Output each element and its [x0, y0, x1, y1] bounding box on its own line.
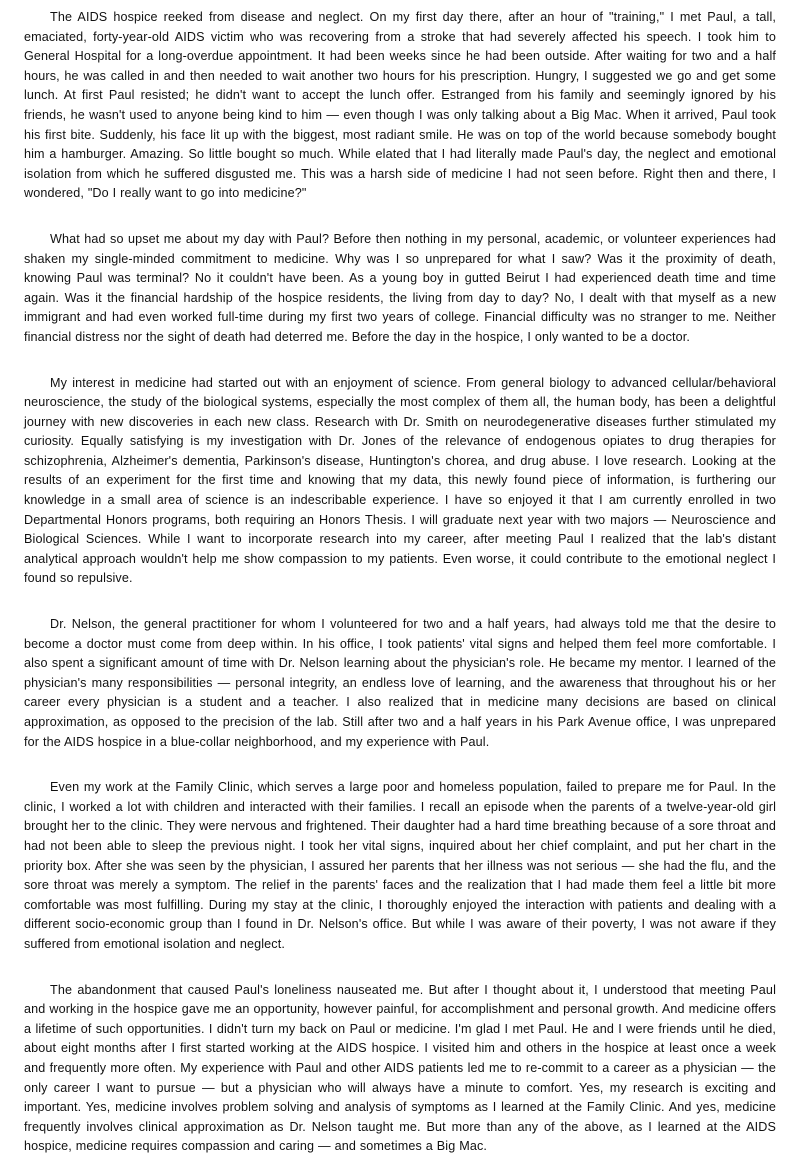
essay-body — [24, 8, 776, 1157]
paragraph-5: Even my work at the Family Clinic, which serves a large poor and homeless population, failed to prepare me for Paul. In the clinic, I worked a lot with children and interacted with their families. I recall an episode when the parents of a twelve-year-old girl brought her to the clinic. They were nervous and frightened. Their daughter had a hard time breathing because of a sore throat and had not been able to sleep the previous night. I took her vital signs, inquired about her chief complaint, and put her chart in the priority box. After she was seen by the physician, I assured her parents that her illness was not serious — she had the flu, and the sore throat was merely a symptom. The relief in the parents' faces and the realization that I had made them feel a little bit more comfortable was most fulfilling. During my stay at the clinic, I thoroughly enjoyed the interaction with patients and dealing with a different socio-economic group than I found in Dr. Nelson's office. But while I was aware of their poverty, I was not aware if they suffered from emotional isolation and neglect. — [24, 780, 776, 951]
paragraph-1: The AIDS hospice reeked from disease and neglect. On my first day there, after an hour of "training," I met Paul, a tall, emaciated, forty-year-old AIDS victim who was recovering from a stroke that had severely affected his speech. I took him to General Hospital for a long-overdue appointment. It had been weeks since he had been outside. After waiting for two and a half hours, he was called in and then needed to wait another two hours for his prescription. Hungry, I suggested we go and get some lunch. At first Paul resisted; he didn't want to accept the lunch offer. Estranged from his family and seemingly ignored by his friends, he wasn't used to anyone being kind to him — even though I was only talking about a Big Mac. When it arrived, Paul took his first bite. Suddenly, his face lit up with the biggest, most radiant smile. He was on top of the world because somebody bought him a hamburger. Amazing. So little bought so much. While elated that I had literally made Paul's day, the neglect and emotional isolation from which he suffered disgusted me. This was a harsh side of medicine I had not seen before. Right then and there, I wondered, "Do I really want to go into medicine?" — [24, 10, 776, 201]
paragraph-3: My interest in medicine had started out with an enjoyment of science. From general biology to advanced cellular/behavioral neuroscience, the study of the biological systems, especially the most complex of them all, the human body, has been a delightful journey with new discoveries in each new class. Research with Dr. Smith on neurodegenerative diseases further stimulated my curiosity. Equally satisfying is my investigation with Dr. Jones of the relevance of endogenous opiates to drug therapies for schizophrenia, Alzheimer's dementia, Parkinson's disease, Huntington's chorea, and drug abuse. I love research. Looking at the results of an experiment for the first time and knowing that my data, this newly found piece of information, is furthering our knowledge in a small area of science is an indescribable experience. I have so enjoyed it that I am currently enrolled in two Departmental Honors programs, both requiring an Honors Thesis. I will graduate next year with two majors — Neuroscience and Biological Sciences. While I want to incorporate research into my career, after meeting Paul I realized that the lab's distant analytical approach wouldn't help me show compassion to my patients. Even worse, it could contribute to the emotional neglect I found so repulsive. — [24, 375, 776, 586]
paragraph-6: The abandonment that caused Paul's loneliness nauseated me. But after I thought about it, I understood that meeting Paul and working in the hospice gave me an opportunity, however painful, for accomplishment and personal growth. And medicine offers a lifetime of such opportunities. I didn't turn my back on Paul or medicine. I'm glad I met Paul. He and I were friends until he died, about eight months after I first started working at the AIDS hospice. I visited him and others in the hospice at least once a week and frequently more often. My experience with Paul and other AIDS patients led me to re-commit to a career as a physician — the only career I want to pursue — but a physician who will always have a minute to comfort. Yes, my research is exciting and important. Yes, medicine involves problem solving and analysis of symptoms as I learned at the Family Clinic. And yes, medicine frequently involves clinical approximation as Dr. Nelson taught me. But more than any of the above, as I learned at the AIDS hospice, medicine requires compassion and caring — and sometimes a Big Mac. — [24, 982, 776, 1154]
paragraph-4: Dr. Nelson, the general practitioner for whom I volunteered for two and a half years, had always told me that the desire to become a doctor must come from deep within. In his office, I took patients' vital signs and helped them feel more comfortable. I also spent a significant amount of time with Dr. Nelson learning about the physician's role. He became my mentor. I learned of the physician's many responsibilities — personal integrity, an endless love of learning, and the awareness that throughout his or her career every physician is a student and a teacher. I also realized that in medicine many decisions are based on clinical approximation, as opposed to the precision of the lab. Still after two and a half years in his Park Avenue office, I was unprepared for the AIDS hospice in a blue-collar neighborhood, and my experience with Paul. — [24, 617, 776, 749]
paragraph-2: What had so upset me about my day with Paul? Before then nothing in my personal, academic, or volunteer experiences had shaken my single-minded commitment to medicine. Why was I so unprepared for what I saw? Was it the proximity of death, knowing Paul was terminal? No it couldn't have been. As a young boy in gutted Beirut I had experienced death time and time again. Was it the financial hardship of the hospice residents, the living from day to day? No, I dealt with that myself as a new immigrant and had even worked full-time during my first two years of college. Financial difficulty was no stranger to me. Neither financial distress nor the sight of death had deterred me. Before the day in the hospice, I only wanted to be a doctor. — [24, 231, 776, 344]
